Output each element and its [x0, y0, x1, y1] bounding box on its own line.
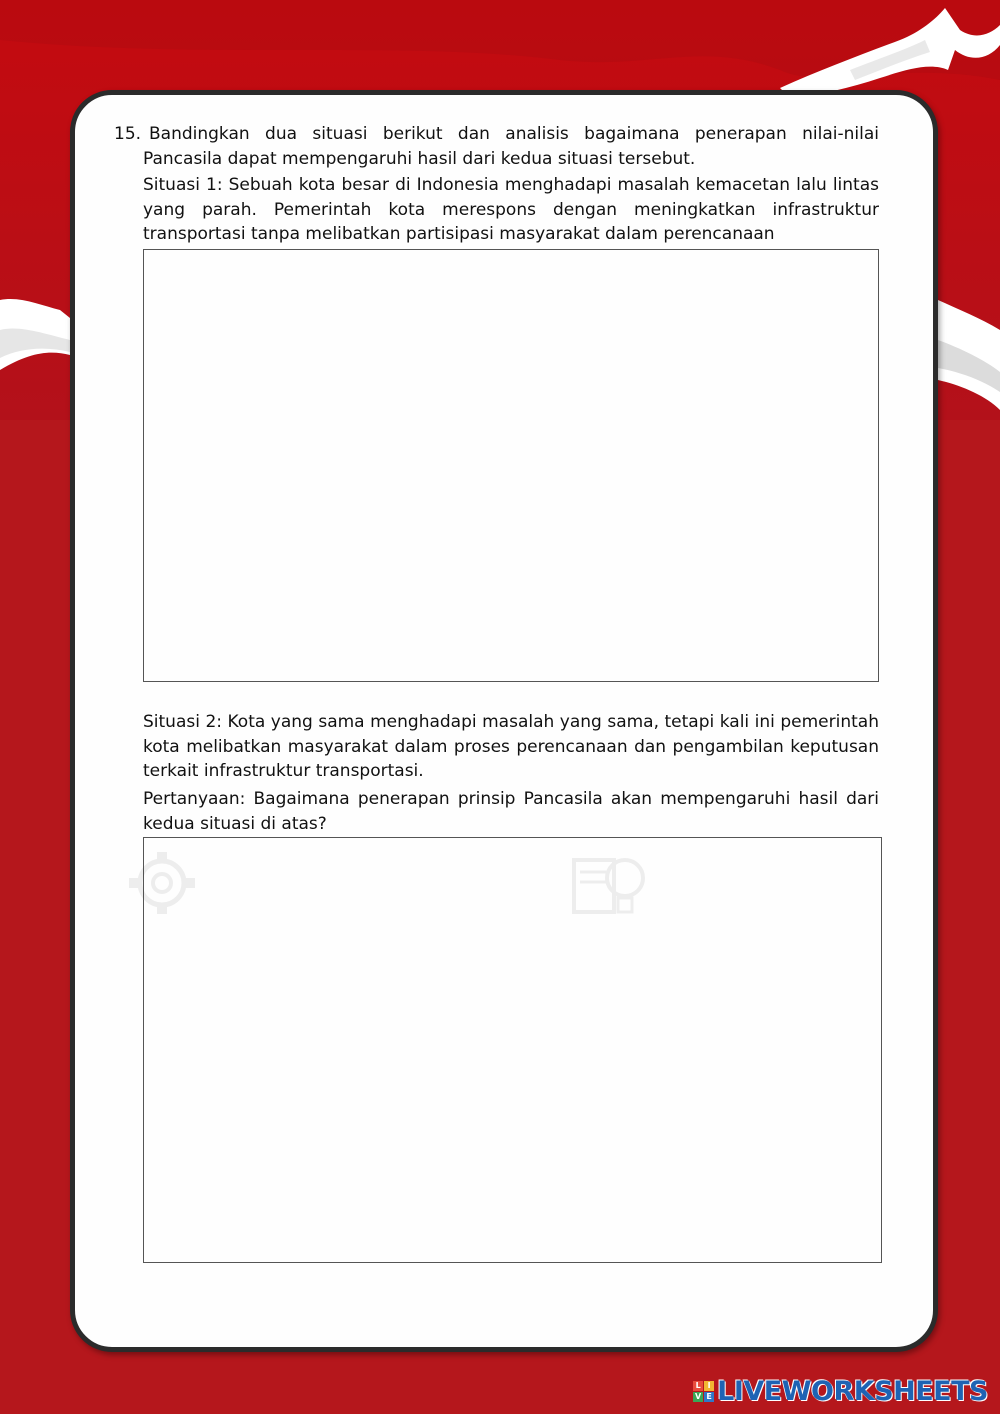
answer-box-question[interactable]	[143, 837, 882, 1263]
situation-1-text: Situasi 1: Sebuah kota besar di Indonesia menghadapi masalah kemacetan lalu lintas yang parah. Pemerintah kota merespons dengan meningkatkan infrastruktur transportasi tanpa melibatkan partisipasi masyarakat dalam perencanaan	[143, 175, 879, 244]
logo-wordmark: LIVEWORKSHEETS	[717, 1376, 988, 1407]
question-ask: Pertanyaan: Bagaimana penerapan prinsip Pancasila akan mempengaruhi hasil dari kedua situasi di atas?	[143, 789, 879, 834]
answer-box-situation-1[interactable]	[143, 249, 879, 682]
gear-watermark-icon	[125, 848, 200, 918]
logo-grid-icon	[693, 1381, 714, 1402]
logo-letter: I	[704, 1381, 714, 1391]
question-prompt: Bandingkan dua situasi berikut dan analisis bagaimana penerapan nilai-nilai Pancasila dapat mempengaruhi hasil dari kedua situasi tersebut.	[143, 124, 879, 169]
logo-letter: V	[695, 1392, 702, 1401]
liveworksheets-logo	[693, 1376, 988, 1407]
lightbulb-document-watermark-icon	[570, 852, 650, 922]
question-number: 15.	[114, 124, 142, 144]
logo-letter: E	[704, 1392, 714, 1402]
logo-letter: L	[693, 1381, 703, 1391]
situation-2-text: Situasi 2: Kota yang sama menghadapi masalah yang sama, tetapi kali ini pemerintah kota melibatkan masyarakat dalam proses perencanaan dan pengambilan keputusan terkait infrastruktur transportasi.	[143, 712, 879, 781]
